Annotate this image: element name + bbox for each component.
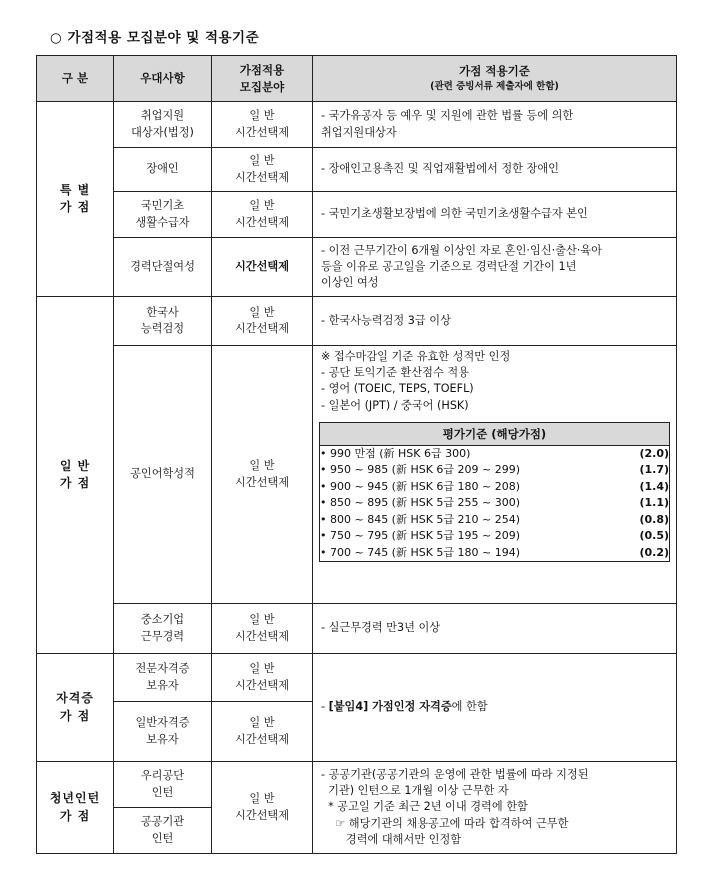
language-standard-cell <box>313 346 677 604</box>
table-row <box>37 346 677 604</box>
category-intern: 청년인턴 가 점 <box>37 762 114 854</box>
evaluation-row <box>320 528 669 545</box>
intern-standard-cell <box>313 762 677 854</box>
table-row <box>37 192 677 238</box>
header-field: 가점적용 모집분야 <box>212 56 313 102</box>
score-range: • 950 ~ 985 (新 HSK 6급 209 ~ 299) <box>320 463 521 477</box>
language-notes <box>313 346 676 414</box>
preference-cell: 장애인 <box>114 148 212 192</box>
license-standard-prefix: - <box>321 700 329 714</box>
field-cell: 일 반 시간선택제 <box>212 346 313 604</box>
score-range: • 800 ~ 845 (新 HSK 5급 210 ~ 254) <box>320 512 521 526</box>
preference-cell: 취업지원 대상자(법정) <box>114 102 212 148</box>
bonus-score: (2.0) <box>639 446 669 460</box>
intern-standard-line: 기관) 인턴으로 1개월 이상 근무한 자 <box>321 784 509 798</box>
preference-cell: 국민기초 생활수급자 <box>114 192 212 238</box>
category-license: 자격증 가 점 <box>37 654 114 762</box>
license-standard-suffix: 에 한함 <box>451 700 488 714</box>
evaluation-row <box>320 545 669 562</box>
table-row <box>37 654 677 702</box>
evaluation-row <box>320 512 669 529</box>
preference-cell: 전문자격증 보유자 <box>114 654 212 702</box>
preference-cell: 경력단절여성 <box>114 238 212 297</box>
standard-cell: - 국가유공자 등 예우 및 지원에 관한 법률 등에 의한 취업지원대상자 <box>313 102 677 148</box>
field-cell: 일 반 시간선택제 <box>212 102 313 148</box>
header-standard-title: 가점 적용기준 <box>459 64 530 79</box>
field-cell: 일 반 시간선택제 <box>212 148 313 192</box>
table-row <box>37 148 677 192</box>
evaluation-row <box>320 462 669 479</box>
language-note: - 일본어 (JPT) / 중국어 (HSK) <box>321 398 469 412</box>
field-cell: 일 반 시간선택제 <box>212 192 313 238</box>
score-range: • 900 ~ 945 (新 HSK 6급 180 ~ 208) <box>320 479 521 493</box>
intern-standard-line: - 공공기관(공공기관의 운영에 관한 법률에 따라 지정된 <box>321 767 589 781</box>
header-preference: 우대사항 <box>114 56 212 102</box>
bonus-score: (1.4) <box>639 479 669 493</box>
language-note: - 영어 (TOEIC, TEPS, TOEFL) <box>321 382 474 396</box>
intern-standard-line: 경력에 대해서만 인정함 <box>321 832 462 846</box>
evaluation-row <box>320 495 669 512</box>
table-row <box>37 297 677 346</box>
bonus-score: (0.2) <box>639 545 669 559</box>
section-title: ○ 가점적용 모집분야 및 적용기준 <box>50 30 260 46</box>
preference-cell: 일반자격증 보유자 <box>114 702 212 762</box>
bonus-criteria-table <box>36 55 677 854</box>
evaluation-body <box>320 445 670 562</box>
header-standard <box>313 56 677 102</box>
license-standard-bold: [붙임4] 가점인정 자격증 <box>328 700 452 714</box>
category-general: 일 반 가 점 <box>37 297 114 654</box>
preference-cell: 우리공단 인턴 <box>114 762 212 808</box>
header-division: 구 분 <box>37 56 114 102</box>
field-cell: 일 반 시간선택제 <box>212 604 313 654</box>
field-cell: 일 반 시간선택제 <box>212 654 313 702</box>
score-range: • 850 ~ 895 (新 HSK 5급 255 ~ 300) <box>320 496 521 510</box>
table-row <box>37 238 677 297</box>
license-standard-cell <box>313 654 677 762</box>
field-cell: 일 반 시간선택제 <box>212 762 313 854</box>
preference-cell: 공공기관 인턴 <box>114 808 212 854</box>
evaluation-table <box>319 422 670 563</box>
language-note: - 공단 토익기준 환산점수 적용 <box>321 366 469 380</box>
table-row <box>37 762 677 808</box>
field-cell: 일 반 시간선택제 <box>212 297 313 346</box>
bonus-score: (0.5) <box>639 529 669 543</box>
standard-cell: - 이전 근무기간이 6개월 이상인 자로 혼인·임신·출산·육아 등을 이유로 공고일을 기준으로 경력단절 기간이 1년 이상인 여성 <box>313 238 677 297</box>
standard-cell: - 국민기초생활보장법에 의한 국민기초생활수급자 본인 <box>313 192 677 238</box>
intern-standard-line: ☞ 해당기관의 채용공고에 따라 합격하여 근무한 <box>321 816 569 830</box>
field-cell: 시간선택제 <box>212 238 313 297</box>
intern-standard-line: * 공고일 기준 최근 2년 이내 경력에 한함 <box>321 800 528 814</box>
language-note: ※ 접수마감일 기준 유효한 성적만 인정 <box>321 350 511 363</box>
evaluation-row <box>320 446 669 463</box>
preference-cell: 중소기업 근무경력 <box>114 604 212 654</box>
score-range: • 750 ~ 795 (新 HSK 5급 195 ~ 209) <box>320 529 521 543</box>
table-row <box>37 604 677 654</box>
bonus-score: (1.7) <box>639 463 669 477</box>
table-row <box>37 102 677 148</box>
standard-cell: - 장애인고용촉진 및 직업재활법에서 정한 장애인 <box>313 148 677 192</box>
preference-cell: 공인어학성적 <box>114 346 212 604</box>
header-standard-sub: (관련 증빙서류 제출자에 한함) <box>430 80 559 92</box>
field-cell: 일 반 시간선택제 <box>212 702 313 762</box>
evaluation-header: 평가기준 (해당가점) <box>320 422 670 445</box>
bonus-score: (1.1) <box>639 496 669 510</box>
score-range: • 700 ~ 745 (新 HSK 5급 180 ~ 194) <box>320 545 521 559</box>
bonus-score: (0.8) <box>639 512 669 526</box>
score-range: • 990 만점 (新 HSK 6급 300) <box>320 446 471 460</box>
evaluation-row <box>320 479 669 496</box>
standard-cell: - 실근무경력 만3년 이상 <box>313 604 677 654</box>
standard-cell: - 한국사능력검정 3급 이상 <box>313 297 677 346</box>
category-special: 특 별 가 점 <box>37 102 114 297</box>
preference-cell: 한국사 능력검정 <box>114 297 212 346</box>
